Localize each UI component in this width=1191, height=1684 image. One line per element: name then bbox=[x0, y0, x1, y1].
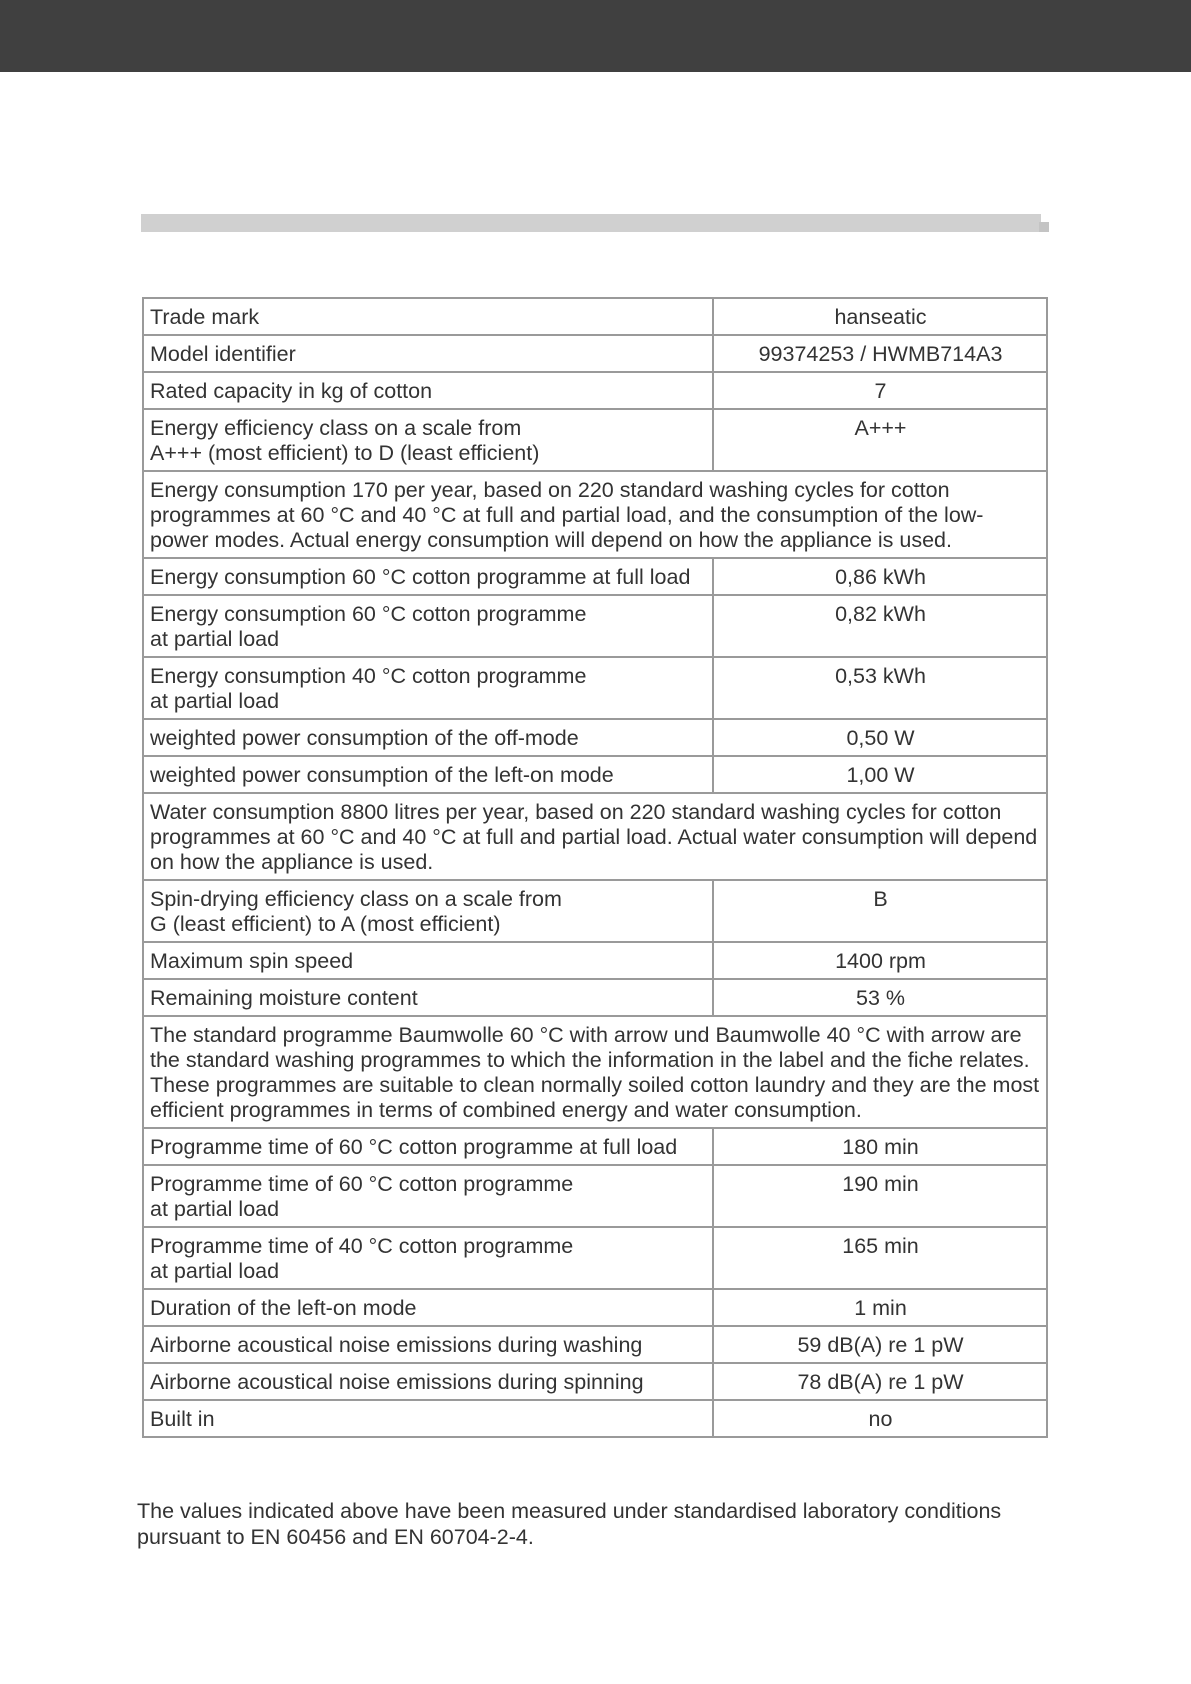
row-value: 0,50 W bbox=[713, 719, 1047, 756]
row-value: 59 dB(A) re 1 pW bbox=[713, 1326, 1047, 1363]
table-row bbox=[143, 409, 1047, 471]
table-row bbox=[143, 335, 1047, 372]
row-value: 0,86 kWh bbox=[713, 558, 1047, 595]
table-row bbox=[143, 793, 1047, 880]
row-value: 53 % bbox=[713, 979, 1047, 1016]
row-label: Built in bbox=[143, 1400, 713, 1437]
row-label: Energy consumption 60 °C cotton programme at full load bbox=[143, 558, 713, 595]
table-row bbox=[143, 595, 1047, 657]
table-row bbox=[143, 942, 1047, 979]
row-label: Trade mark bbox=[143, 298, 713, 335]
table-row bbox=[143, 1326, 1047, 1363]
row-label: Maximum spin speed bbox=[143, 942, 713, 979]
row-value: 1,00 W bbox=[713, 756, 1047, 793]
product-fiche-table bbox=[142, 297, 1048, 1438]
row-value: 0,53 kWh bbox=[713, 657, 1047, 719]
row-label: Programme time of 60 °C cotton programme at partial load bbox=[143, 1165, 713, 1227]
row-note: The standard programme Baumwolle 60 °C with arrow und Baumwolle 40 °C with arrow are the standard washing programmes to which the information in the label and the fiche relates. These programmes are suitable to clean normally soiled cotton laundry and they are the most efficient programmes in terms of combined energy and water consumption. bbox=[143, 1016, 1047, 1128]
table-row bbox=[143, 1128, 1047, 1165]
row-value: A+++ bbox=[713, 409, 1047, 471]
row-label: Energy consumption 40 °C cotton programme at partial load bbox=[143, 657, 713, 719]
row-value: B bbox=[713, 880, 1047, 942]
row-value: 190 min bbox=[713, 1165, 1047, 1227]
table-row bbox=[143, 1363, 1047, 1400]
table-row bbox=[143, 756, 1047, 793]
header-bar bbox=[0, 0, 1191, 72]
row-label: Spin-drying efficiency class on a scale from G (least efficient) to A (most efficient) bbox=[143, 880, 713, 942]
section-title-bar-corner bbox=[1039, 222, 1049, 232]
row-label: Remaining moisture content bbox=[143, 979, 713, 1016]
table-row bbox=[143, 1400, 1047, 1437]
table-row bbox=[143, 298, 1047, 335]
table-row bbox=[143, 1165, 1047, 1227]
table-row bbox=[143, 372, 1047, 409]
table-row bbox=[143, 880, 1047, 942]
table-row bbox=[143, 558, 1047, 595]
table-row bbox=[143, 471, 1047, 558]
row-label: Duration of the left-on mode bbox=[143, 1289, 713, 1326]
row-label: Airborne acoustical noise emissions during spinning bbox=[143, 1363, 713, 1400]
row-label: Programme time of 40 °C cotton programme at partial load bbox=[143, 1227, 713, 1289]
table-row bbox=[143, 979, 1047, 1016]
table-row bbox=[143, 1016, 1047, 1128]
row-value: hanseatic bbox=[713, 298, 1047, 335]
row-value: 99374253 / HWMB714A3 bbox=[713, 335, 1047, 372]
row-label: weighted power consumption of the off-mode bbox=[143, 719, 713, 756]
table-row bbox=[143, 1289, 1047, 1326]
row-value: 165 min bbox=[713, 1227, 1047, 1289]
row-value: 180 min bbox=[713, 1128, 1047, 1165]
table-row bbox=[143, 719, 1047, 756]
row-label: Model identifier bbox=[143, 335, 713, 372]
row-note: Water consumption 8800 litres per year, based on 220 standard washing cycles for cotton programmes at 60 °C and 40 °C at full and partial load. Actual water consumption will depend on how the appliance is used. bbox=[143, 793, 1047, 880]
row-label: Airborne acoustical noise emissions during washing bbox=[143, 1326, 713, 1363]
row-label: Programme time of 60 °C cotton programme at full load bbox=[143, 1128, 713, 1165]
footnote: The values indicated above have been measured under standardised laboratory conditions pursuant to EN 60456 and EN 60704-2-4. bbox=[137, 1499, 1002, 1549]
row-value: 7 bbox=[713, 372, 1047, 409]
row-label: Energy efficiency class on a scale from A+++ (most efficient) to D (least efficient) bbox=[143, 409, 713, 471]
row-value: 1400 rpm bbox=[713, 942, 1047, 979]
row-value: 0,82 kWh bbox=[713, 595, 1047, 657]
row-label: Rated capacity in kg of cotton bbox=[143, 372, 713, 409]
row-note: Energy consumption 170 per year, based on 220 standard washing cycles for cotton programmes at 60 °C and 40 °C at full and partial load, and the consumption of the low-power modes. Actual energy consumption will depend on how the appliance is used. bbox=[143, 471, 1047, 558]
row-value: no bbox=[713, 1400, 1047, 1437]
table-row bbox=[143, 1227, 1047, 1289]
row-value: 78 dB(A) re 1 pW bbox=[713, 1363, 1047, 1400]
section-title-bar bbox=[141, 214, 1041, 232]
row-value: 1 min bbox=[713, 1289, 1047, 1326]
row-label: weighted power consumption of the left-on mode bbox=[143, 756, 713, 793]
table-row bbox=[143, 657, 1047, 719]
row-label: Energy consumption 60 °C cotton programme at partial load bbox=[143, 595, 713, 657]
